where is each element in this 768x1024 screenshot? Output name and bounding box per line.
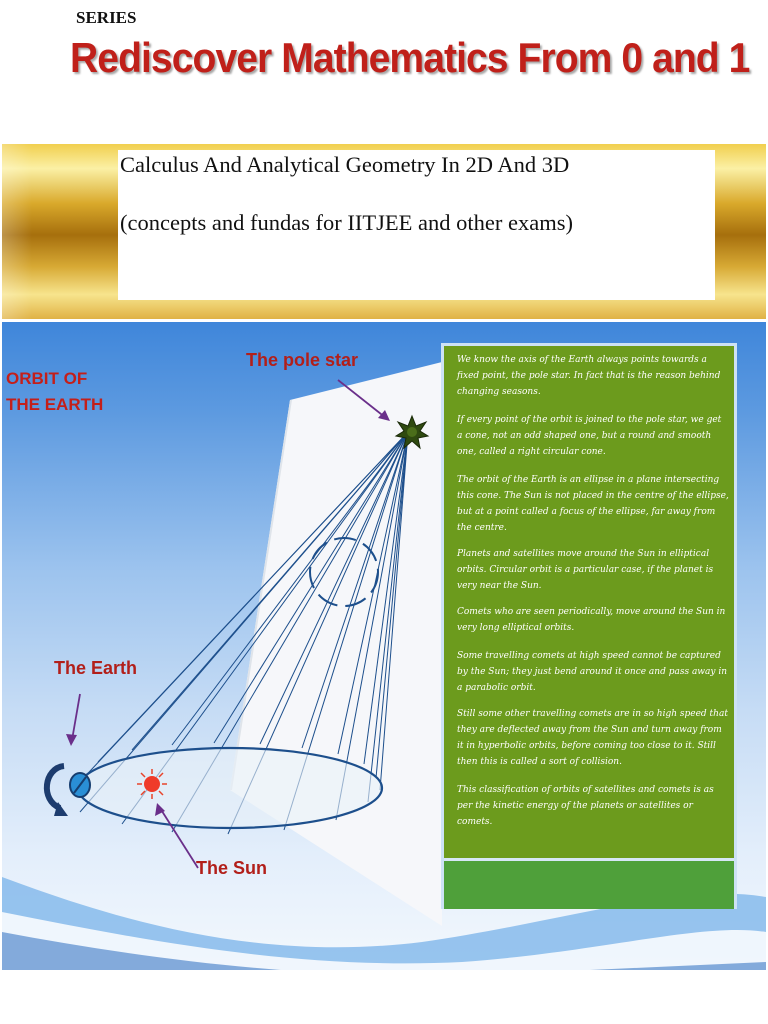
subtitle-line-2: (concepts and fundas for IITJEE and other exams) [120, 210, 573, 235]
book-title: Rediscover Mathematics From 0 and 1 [70, 34, 750, 81]
gold-banner-highlight [2, 144, 32, 319]
panel-paragraph-1: We know the axis of the Earth always points towards a fixed point, the pole star. In fact that is the reason behind changing seasons. [457, 355, 721, 397]
panel-paragraph-8: This classification of orbits of satellites and comets is as per the kinetic energy of the planets or satellites or comets. [457, 785, 714, 827]
orbit-ellipse [78, 748, 382, 828]
pole-star-label: The pole star [246, 350, 359, 370]
series-label: SERIES [76, 8, 137, 27]
earth-icon [70, 773, 90, 797]
panel-paragraph-6: Some travelling comets at high speed cannot be captured by the Sun; they just bend around it once and pass away in a parabolic orbit. [457, 651, 727, 693]
subtitle-line-1: Calculus And Analytical Geometry In 2D And 3D [120, 152, 570, 177]
explanation-panel [441, 343, 737, 909]
panel-paragraph-4: Planets and satellites move around the Sun in elliptical orbits. Circular orbit is a particular case, if the planet is very near the Sun. [457, 549, 714, 591]
earth-label: The Earth [54, 658, 138, 678]
panel-paragraph-7: Still some other travelling comets are in so high speed that they are deflected away from the Sun and turn away from it in hyperbolic orbits, before coming too close to it. Still then this is called a sort of collision. [457, 709, 728, 767]
earth-arrow [72, 694, 80, 740]
sun-label: The Sun [196, 858, 267, 878]
earth-rotation-arrow [47, 766, 64, 808]
panel-paragraph-2: If every point of the orbit is joined to the pole star, we get a cone, not an odd shaped one, but a round and smooth one, called a right circular cone. [457, 415, 722, 457]
panel-paragraph-5: Comets who are seen periodically, move around the Sun in very long elliptical orbits. [457, 607, 726, 633]
panel-paragraph-3: The orbit of the Earth is an ellipse in a plane intersecting this cone. The Sun is not placed in the centre of the ellipse, but at a point called a focus of the ellipse, far away from the centre. [457, 475, 729, 533]
white-plane [230, 362, 442, 926]
sun-icon [137, 769, 167, 799]
panel-footer [444, 861, 734, 909]
orbit-of-earth-label: ORBIT OF THE EARTH [6, 369, 104, 414]
